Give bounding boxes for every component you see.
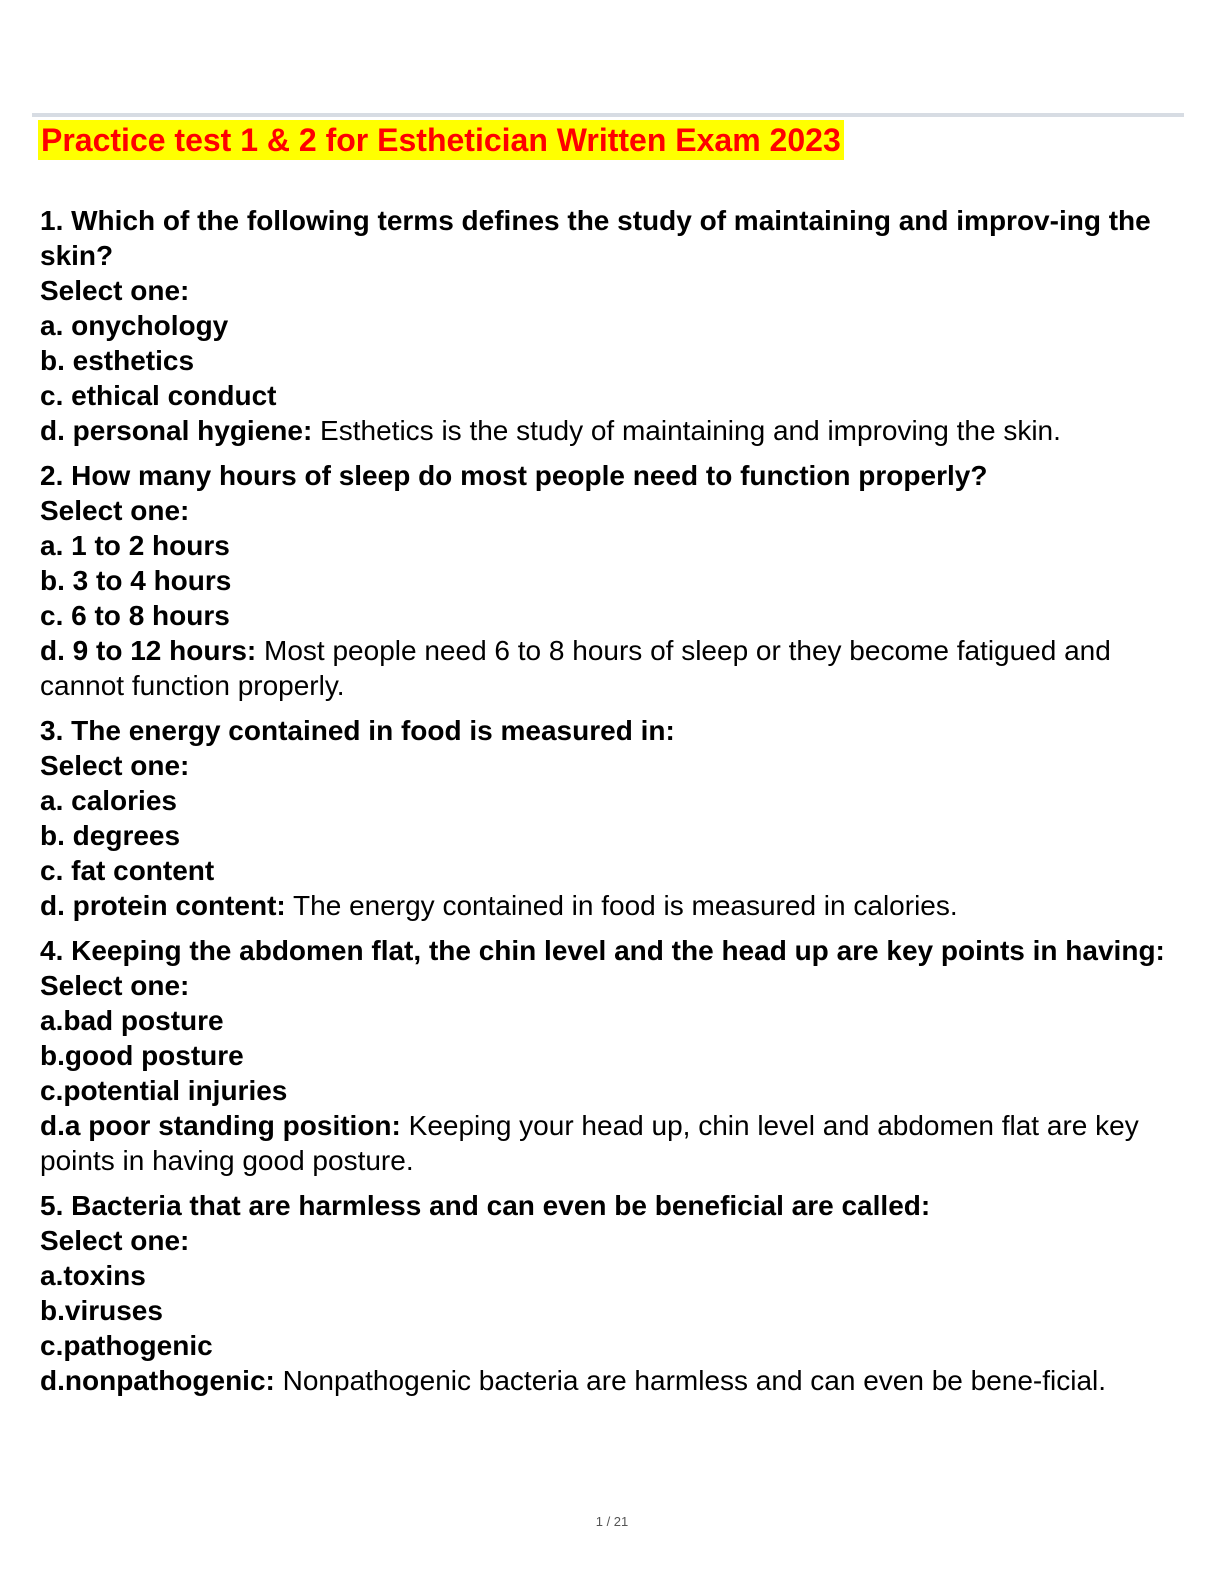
option-b: b. 3 to 4 hours [40,565,232,596]
select-one-label: Select one: [40,275,190,306]
answer-explanation: The energy contained in food is measured in calories. [285,890,958,921]
option-c: c. fat content [40,855,215,886]
option-b: b. esthetics [40,345,195,376]
option-a: a. onychology [40,310,229,341]
question-3 [40,713,1180,923]
answer-explanation: Keeping your head up, chin level and abdomen flat are key points in having good posture. [40,1110,1139,1176]
question-text: 4. Keeping the abdomen flat, the chin level and the head up are key points in having: [40,935,1165,966]
option-a: a. calories [40,785,177,816]
top-divider [32,113,1184,117]
option-c: c.potential injuries [40,1075,288,1106]
option-d-label: d.a poor standing position: [40,1110,401,1141]
answer-explanation: Esthetics is the study of maintaining and improving the skin. [312,415,1061,446]
select-one-label: Select one: [40,1225,190,1256]
question-text: 2. How many hours of sleep do most people need to function properly? [40,460,988,491]
option-d-label: d. protein content: [40,890,286,921]
select-one-label: Select one: [40,495,190,526]
option-a: a.bad posture [40,1005,224,1036]
answer-explanation: Nonpathogenic bacteria are harmless and can even be bene-ficial. [274,1365,1107,1396]
option-d [40,1363,1180,1398]
question-1 [40,203,1180,448]
option-a: a.toxins [40,1260,146,1291]
option-c: c.pathogenic [40,1330,213,1361]
question-4 [40,933,1180,1178]
option-d [40,888,1180,923]
select-one-label: Select one: [40,970,190,1001]
page-number: 1 / 21 [595,1514,629,1529]
option-c: c. ethical conduct [40,380,277,411]
select-one-label: Select one: [40,750,190,781]
question-5 [40,1188,1180,1398]
option-a: a. 1 to 2 hours [40,530,230,561]
question-text: 3. The energy contained in food is measured in: [40,715,675,746]
option-c: c. 6 to 8 hours [40,600,230,631]
option-d-label: d. personal hygiene: [40,415,313,446]
answer-explanation: Most people need 6 to 8 hours of sleep or they become fatigued and cannot function properly. [40,635,1111,701]
option-d [40,1108,1180,1178]
option-b: b.good posture [40,1040,244,1071]
option-d-label: d. 9 to 12 hours: [40,635,257,666]
document-title: Practice test 1 & 2 for Esthetician Written Exam 2023 [38,120,844,160]
question-2 [40,458,1180,703]
question-text: 1. Which of the following terms defines the study of maintaining and improv-ing the skin? [40,205,1151,271]
question-text: 5. Bacteria that are harmless and can even be beneficial are called: [40,1190,931,1221]
option-d-label: d.nonpathogenic: [40,1365,275,1396]
option-d [40,633,1180,703]
option-b: b. degrees [40,820,181,851]
option-b: b.viruses [40,1295,163,1326]
question-list [40,203,1180,1408]
option-d [40,413,1180,448]
